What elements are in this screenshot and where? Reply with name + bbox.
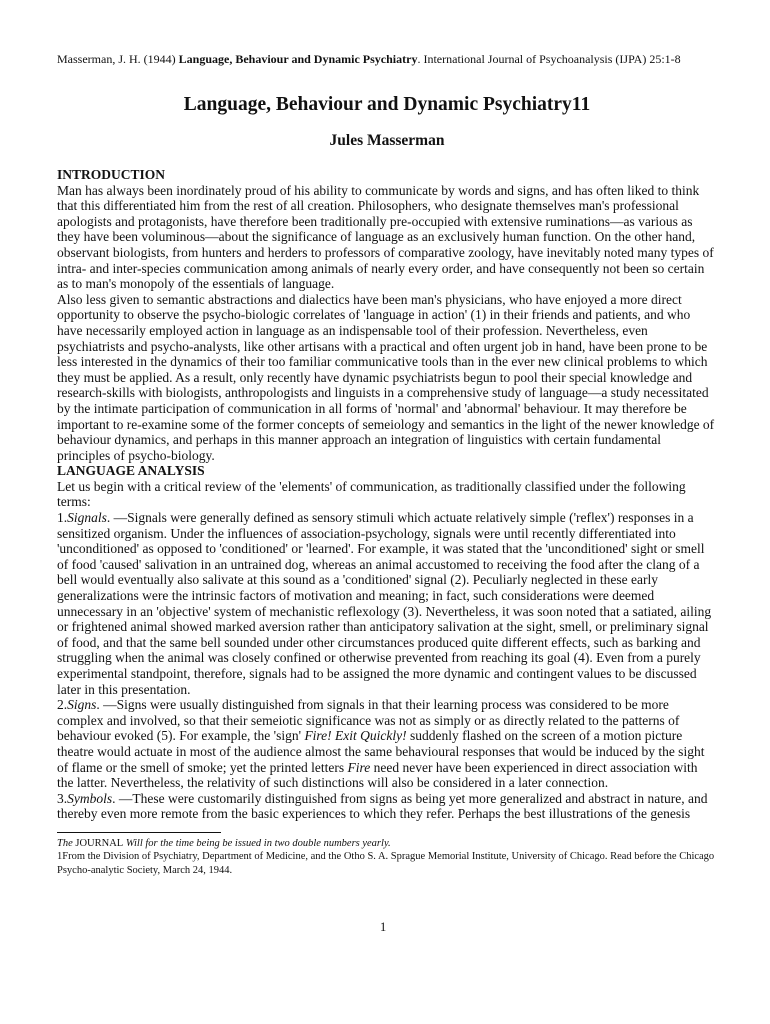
article-title: Language, Behaviour and Dynamic Psychiatry11 [183,94,591,115]
section-heading-introduction: INTRODUCTION [57,167,166,182]
signs-fire-word: Fire [347,759,371,775]
footnote-rule [57,832,221,833]
symbols-text: . —These were customarily distinguished from signs as being yet more generalized and abstract in nature, and thereby even more remote from the basic experiences to which they refer. Perhaps the best illustrations of the genesis [57,790,708,822]
citation-journal: . International Journal of Psychoanalysis (IJPA) 25:1-8 [417,52,681,66]
symbols-number: 3. [57,790,68,806]
signals-paragraph [57,510,717,697]
citation-authors: Masserman, J. H. (1944) [57,52,179,66]
article-author: Jules Masserman [329,132,445,149]
page-body [57,52,717,877]
citation [57,52,717,67]
page-number: 1 [380,920,387,934]
footnote-journal-b: JOURNAL [75,837,124,849]
footnote-journal-c: Will for the time being be issued in two double numbers yearly. [123,837,391,849]
section-heading-language-analysis: LANGUAGE ANALYSIS [57,463,205,479]
signs-text-b: suddenly flashed on the screen of a motion picture theatre would actuate in most of the audience almost the same behavioural responses that would be induced by the sight of flame or the smell of smoke; yet the printed letters [57,728,705,775]
citation-title: Language, Behaviour and Dynamic Psychiatry [178,52,418,66]
signs-number: 2. [57,697,68,713]
signs-fire-example: Fire! Exit Quickly! [304,728,407,744]
signs-term: Signs [67,697,97,713]
symbols-paragraph [57,791,717,822]
symbols-term: Symbols [67,790,113,806]
footnotes [57,832,717,878]
signals-text: . —Signals were generally defined as sensory stimuli which actuate relatively simple ('reflex') responses in a sensitized organism. Under the influences of association-psychology, signals were until recently differentiated into 'unconditioned' as opposed to 'conditioned' or 'learned'. For example, it was stated that the 'unconditioned' sight or smell of food 'caused' salivation in an untrained dog, whereas an animal accustomed to receiving the food after the clang of a bell would eventually also salivate at this sound as a 'conditioned' signal (2). Peculiarly neglected in these early generalizations were the intrinsic factors of motivation and meaning; in fact, such considerations were deemed unnecessary in an 'objective' system of mechanistic reflexology (3). Nevertheless, it was soon noted that a satiated, ailing or frightened animal showed marked aversion rather than anticipatory salivation at the sight, smell, or preliminary signal of food, and that the same bell sounded under other circumstances produced quite different effects, such as barking and struggling when the animal was closely confined or otherwise prevented from reaching its goal (4). Even from a purely experimental standpoint, therefore, signals had to be assigned the more dynamic and contingent values to be discussed later in this presentation. [57,510,712,697]
intro-paragraph-1: Man has always been inordinately proud of his ability to communicate by words and signs, and has often liked to think that this differentiated him from the rest of all creation. Philosophers, who designate themselves man's professional apologists and protagonists, have therefore been traditionally pre-occupied with extensive ruminations—as various as they have been voluminous—about the significance of language as an exclusively human function. On the other hand, observant biologists, from hunters and herders to professors of comparative zoology, have inevitably noted many types of intra- and inter-species communication among animals of nearly every order, and have consequently not been so certain as to man's monopoly of the essentials of language. [57,182,714,292]
signs-text-a: . —Signs were usually distinguished from signals in that their learning process was considered to be more complex and involved, so that their semeiotic significance was not as simply or as directly related to the patterns of behaviour evoked (5). For example, the 'sign' [57,697,680,744]
footnote-journal [57,837,717,851]
footnote-journal-a: The [57,837,76,849]
analysis-paragraph-1: Let us begin with a critical review of the 'elements' of communication, as traditionally classified under the following terms: [57,478,686,510]
signs-paragraph [57,697,717,791]
signals-term: Signals [67,510,107,526]
intro-paragraph-2: Also less given to semantic abstractions and dialectics have been man's physicians, who have enjoyed a more direct opportunity to observe the psycho-biologic correlates of 'language in action' (1) in their friends and patients, and who have necessarily employed action in language as an indispensable tool of their profession. Nevertheless, even psychiatrists and psycho-analysts, like other artisans with a practical and often urgent job in hand, have been prone to be less interested in the dynamics of their too familiar communicative tools than in the ever new clinical problems to which they must be applied. As a result, only recently have dynamic psychiatrists begun to pool their special knowledge and research-skills with biologists, anthropologists and linguists in a comprehensive study of language—a study necessitated by the intimate participation of communication in all forms of 'normal' and 'abnormal' behaviour. It may therefore be important to re-examine some of the former concepts of semeiology and semantics in the light of the newer knowledge of behaviour dynamics, and perhaps in this manner approach an integration of linguistics with certain fundamental principles of psycho-biology. [57,291,715,463]
signs-text-c: need never have been experienced in direct association with the latter. Nevertheless, the relativity of such distinctions will also be considered in a later connection. [57,759,698,791]
signals-number: 1. [57,510,68,526]
footnote-1: 1From the Division of Psychiatry, Department of Medicine, and the Otho S. A. Sprague Memorial Institute, University of Chicago. Read before the Chicago Psycho-analytic Society, March 24, 1944. [57,851,715,876]
